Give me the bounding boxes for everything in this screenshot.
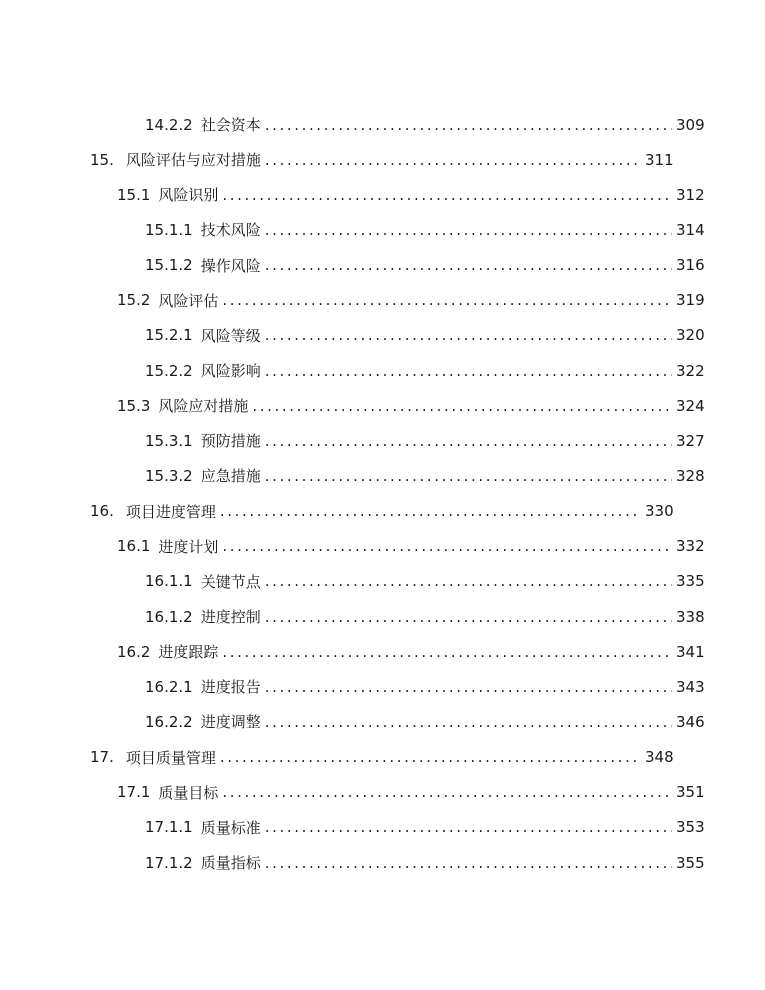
toc-title: 关键节点 xyxy=(200,572,261,591)
toc-leader-dots xyxy=(265,256,672,274)
toc-entry[interactable] xyxy=(0,388,765,423)
toc-number: 15.3 xyxy=(117,396,151,415)
toc-page-number: 328 xyxy=(676,466,705,485)
toc-page-number: 351 xyxy=(676,783,705,802)
toc-page-number: 322 xyxy=(676,361,705,380)
toc-title: 技术风险 xyxy=(200,221,261,240)
toc-page-number: 332 xyxy=(676,537,705,556)
toc-entry[interactable] xyxy=(0,107,765,142)
toc-title: 操作风险 xyxy=(200,256,261,275)
toc-title: 项目质量管理 xyxy=(125,748,216,767)
toc-page-number: 343 xyxy=(676,677,705,696)
toc-title: 进度控制 xyxy=(200,608,261,627)
toc-number: 17.1.2 xyxy=(145,853,193,872)
toc-leader-dots xyxy=(222,537,672,555)
toc-entry[interactable] xyxy=(0,740,765,775)
toc-page-number: 346 xyxy=(676,712,705,731)
toc-entry[interactable] xyxy=(0,810,765,845)
toc-number: 15.1.1 xyxy=(145,220,193,239)
toc-page-number: 355 xyxy=(676,853,705,872)
toc-title: 风险等级 xyxy=(200,326,261,345)
toc-leader-dots xyxy=(265,362,672,380)
toc-entry[interactable] xyxy=(0,283,765,318)
toc-page-number: 314 xyxy=(676,220,705,239)
toc-page-number: 327 xyxy=(676,431,705,450)
toc-title: 进度报告 xyxy=(200,678,261,697)
toc-title: 预防措施 xyxy=(200,432,261,451)
toc-title: 进度跟踪 xyxy=(158,643,219,662)
toc-page-number: 330 xyxy=(645,502,674,521)
toc-page-number: 353 xyxy=(676,818,705,837)
toc-title: 风险应对措施 xyxy=(158,397,249,416)
toc-leader-dots xyxy=(265,432,672,450)
toc-number: 15.2.1 xyxy=(145,326,193,345)
toc-entry[interactable] xyxy=(0,599,765,634)
toc-entry[interactable] xyxy=(0,142,765,177)
toc-leader-dots xyxy=(265,326,672,344)
toc-page-number: 312 xyxy=(676,185,705,204)
toc-number: 15.3.2 xyxy=(145,466,193,485)
toc-title: 风险评估 xyxy=(158,291,219,310)
toc-entry[interactable] xyxy=(0,494,765,529)
toc-title: 质量指标 xyxy=(200,854,261,873)
toc-title: 风险识别 xyxy=(158,186,219,205)
toc-entry[interactable] xyxy=(0,248,765,283)
toc-title: 项目进度管理 xyxy=(125,502,216,521)
toc-title: 质量标准 xyxy=(200,818,261,837)
toc-entry[interactable] xyxy=(0,423,765,458)
toc-leader-dots xyxy=(265,678,672,696)
toc-number: 15.2.2 xyxy=(145,361,193,380)
toc-number: 17. xyxy=(90,748,114,767)
toc-entry[interactable] xyxy=(0,458,765,493)
toc-leader-dots xyxy=(265,221,672,239)
toc-page-number: 338 xyxy=(676,607,705,626)
toc-leader-dots xyxy=(222,643,672,661)
toc-title: 进度调整 xyxy=(200,713,261,732)
toc-leader-dots xyxy=(222,186,672,204)
toc-leader-dots xyxy=(265,713,672,731)
toc-page-number: 311 xyxy=(645,150,674,169)
table-of-contents xyxy=(0,107,765,880)
toc-leader-dots xyxy=(220,748,641,766)
toc-leader-dots xyxy=(220,502,641,520)
toc-title: 进度计划 xyxy=(158,537,219,556)
toc-page-number: 309 xyxy=(676,115,705,134)
toc-leader-dots xyxy=(222,783,672,801)
toc-entry[interactable] xyxy=(0,704,765,739)
toc-leader-dots xyxy=(265,608,672,626)
toc-entry[interactable] xyxy=(0,353,765,388)
toc-number: 16.1.2 xyxy=(145,607,193,626)
toc-entry[interactable] xyxy=(0,845,765,880)
toc-page-number: 320 xyxy=(676,326,705,345)
toc-title: 风险影响 xyxy=(200,362,261,381)
toc-title: 应急措施 xyxy=(200,467,261,486)
toc-leader-dots xyxy=(265,116,672,134)
toc-number: 14.2.2 xyxy=(145,115,193,134)
toc-number: 16.1.1 xyxy=(145,572,193,591)
toc-entry[interactable] xyxy=(0,669,765,704)
toc-page-number: 341 xyxy=(676,642,705,661)
toc-leader-dots xyxy=(265,572,672,590)
toc-title: 社会资本 xyxy=(200,116,261,135)
toc-title: 风险评估与应对措施 xyxy=(125,151,261,170)
toc-number: 15.2 xyxy=(117,291,151,310)
toc-page-number: 324 xyxy=(676,396,705,415)
toc-page-number: 319 xyxy=(676,291,705,310)
toc-leader-dots xyxy=(252,397,672,415)
toc-number: 16.2 xyxy=(117,642,151,661)
toc-number: 16.1 xyxy=(117,537,151,556)
toc-entry[interactable] xyxy=(0,177,765,212)
toc-entry[interactable] xyxy=(0,634,765,669)
toc-leader-dots xyxy=(222,291,672,309)
toc-number: 16.2.2 xyxy=(145,712,193,731)
toc-entry[interactable] xyxy=(0,775,765,810)
toc-title: 质量目标 xyxy=(158,783,219,802)
toc-number: 15.1.2 xyxy=(145,256,193,275)
toc-number: 16. xyxy=(90,502,114,521)
toc-number: 15.1 xyxy=(117,185,151,204)
toc-number: 17.1 xyxy=(117,783,151,802)
toc-entry[interactable] xyxy=(0,564,765,599)
toc-page-number: 316 xyxy=(676,256,705,275)
toc-number: 15. xyxy=(90,150,114,169)
toc-leader-dots xyxy=(265,467,672,485)
toc-entry[interactable] xyxy=(0,529,765,564)
toc-page-number: 335 xyxy=(676,572,705,591)
toc-number: 17.1.1 xyxy=(145,818,193,837)
toc-page-number: 348 xyxy=(645,748,674,767)
toc-leader-dots xyxy=(265,854,672,872)
toc-leader-dots xyxy=(265,151,641,169)
toc-number: 16.2.1 xyxy=(145,677,193,696)
toc-entry[interactable] xyxy=(0,212,765,247)
toc-leader-dots xyxy=(265,818,672,836)
toc-number: 15.3.1 xyxy=(145,431,193,450)
toc-entry[interactable] xyxy=(0,318,765,353)
